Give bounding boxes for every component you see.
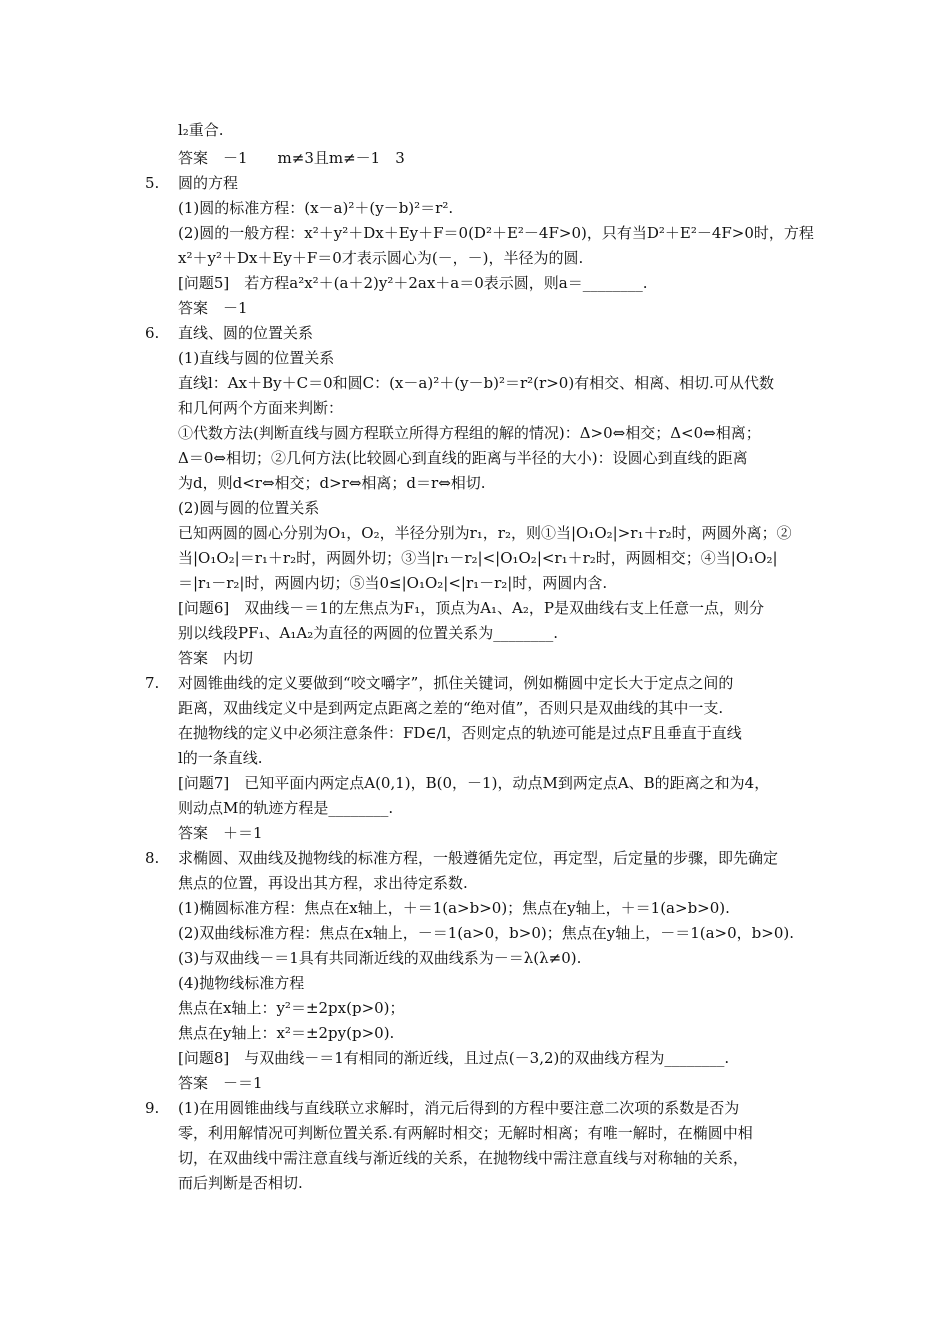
text-line: 焦点在x轴上：y²＝±2px(p>0)； <box>178 999 405 1017</box>
item-number: 5. <box>145 174 160 192</box>
text-line: (2)圆的一般方程：x²＋y²＋Dx＋Ey＋F＝0(D²＋E²－4F>0)，只有当D²＋E²－4F>0时，方程 <box>178 224 814 242</box>
text-line: 焦点的位置，再设出其方程，求出待定系数. <box>178 874 468 892</box>
text-line: 直线l：Ax＋By＋C＝0和圆C：(x－a)²＋(y－b)²＝r²(r>0)有相交、相离、相切.可从代数 <box>178 374 774 392</box>
text-line: (1)直线与圆的位置关系 <box>178 349 335 367</box>
section-heading: 对圆锥曲线的定义要做到“咬文嚼字”，抓住关键词，例如椭圆中定长大于定点之间的 <box>178 674 734 692</box>
text-line: [问题5] 若方程a²x²＋(a＋2)y²＋2ax＋a＝0表示圆，则a＝________. <box>178 274 648 292</box>
text-line: (1)圆的标准方程：(x－a)²＋(y－b)²＝r². <box>178 199 454 217</box>
text-line: (1)椭圆标准方程：焦点在x轴上，＋＝1(a>b>0)；焦点在y轴上，＋＝1(a>b>0). <box>178 899 730 917</box>
section-heading: 求椭圆、双曲线及抛物线的标准方程，一般遵循先定位，再定型，后定量的步骤，即先确定 <box>178 849 779 867</box>
text-line: [问题8] 与双曲线－＝1有相同的渐近线，且过点(－3,2)的双曲线方程为________. <box>178 1049 730 1067</box>
item-number: 6. <box>145 324 160 342</box>
text-line: 答案 －1 m≠3且m≠－1 3 <box>178 149 405 167</box>
section-heading: 直线、圆的位置关系 <box>178 324 314 342</box>
text-line: 则动点M的轨迹方程是________. <box>178 799 394 817</box>
text-line: 为d，则d<r⇔相交；d>r⇔相离；d＝r⇔相切. <box>178 474 486 492</box>
item-number: 7. <box>145 674 160 692</box>
text-line: 答案 内切 <box>178 649 254 667</box>
text-line: 当|O₁O₂|＝r₁＋r₂时，两圆外切；③当|r₁－r₂|<|O₁O₂|<r₁＋r₂时，两圆相交；④当|O₁O₂| <box>178 549 778 567</box>
text-line: 切，在双曲线中需注意直线与渐近线的关系，在抛物线中需注意直线与对称轴的关系， <box>178 1149 749 1167</box>
text-line: 焦点在y轴上：x²＝±2py(p>0). <box>178 1024 395 1042</box>
text-line: [问题7] 已知平面内两定点A(0,1)，B(0，－1)，动点M到两定点A、B的距离之和为4， <box>178 774 770 792</box>
item-number: 8. <box>145 849 160 867</box>
text-line: 答案 －1 <box>178 299 248 317</box>
text-line: l的一条直线. <box>178 749 263 767</box>
text-line: ＝|r₁－r₂|时，两圆内切；⑤当0≤|O₁O₂|<|r₁－r₂|时，两圆内含. <box>178 574 608 592</box>
text-line: 和几何两个方面来判断： <box>178 399 344 417</box>
text-line: x²＋y²＋Dx＋Ey＋F＝0才表示圆心为(－，－)，半径为的圆. <box>178 249 584 267</box>
text-line: (2)双曲线标准方程：焦点在x轴上，－＝1(a>0，b>0)；焦点在y轴上，－＝1(a>0，b>0). <box>178 924 794 942</box>
text-line: Δ＝0⇔相切；②几何方法(比较圆心到直线的距离与半径的大小)：设圆心到直线的距离 <box>178 449 748 467</box>
text-line: 答案 ＋＝1 <box>178 824 263 842</box>
text-line: 答案 －＝1 <box>178 1074 263 1092</box>
text-line: 距离，双曲线定义中是到两定点距离之差的“绝对值”，否则只是双曲线的其中一支. <box>178 699 724 717</box>
text-line: (4)抛物线标准方程 <box>178 974 305 992</box>
text-line: 别以线段PF₁、A₁A₂为直径的两圆的位置关系为________. <box>178 624 558 642</box>
text-line: [问题6] 双曲线－＝1的左焦点为F₁，顶点为A₁、A₂，P是双曲线右支上任意一点，则分 <box>178 599 764 617</box>
text-line: (3)与双曲线－＝1具有共同渐近线的双曲线系为－＝λ(λ≠0). <box>178 949 582 967</box>
text-line: (2)圆与圆的位置关系 <box>178 499 320 517</box>
text-line: ①代数方法(判断直线与圆方程联立所得方程组的解的情况)：Δ>0⇔相交；Δ<0⇔相离； <box>178 424 761 442</box>
text-line: 已知两圆的圆心分别为O₁，O₂，半径分别为r₁，r₂，则①当|O₁O₂|>r₁＋r₂时，两圆外离；② <box>178 524 792 542</box>
section-heading: 圆的方程 <box>178 174 239 192</box>
item-number: 9. <box>145 1099 160 1117</box>
text-line: 而后判断是否相切. <box>178 1174 303 1192</box>
text-line: 在抛物线的定义中必须注意条件：FD∈/l，否则定点的轨迹可能是过点F且垂直于直线 <box>178 724 742 742</box>
text-line: 零，利用解情况可判断位置关系.有两解时相交；无解时相离；有唯一解时，在椭圆中相 <box>178 1124 753 1142</box>
text-line: l₂重合. <box>178 121 224 139</box>
section-heading: (1)在用圆锥曲线与直线联立求解时，消元后得到的方程中要注意二次项的系数是否为 <box>178 1099 740 1117</box>
